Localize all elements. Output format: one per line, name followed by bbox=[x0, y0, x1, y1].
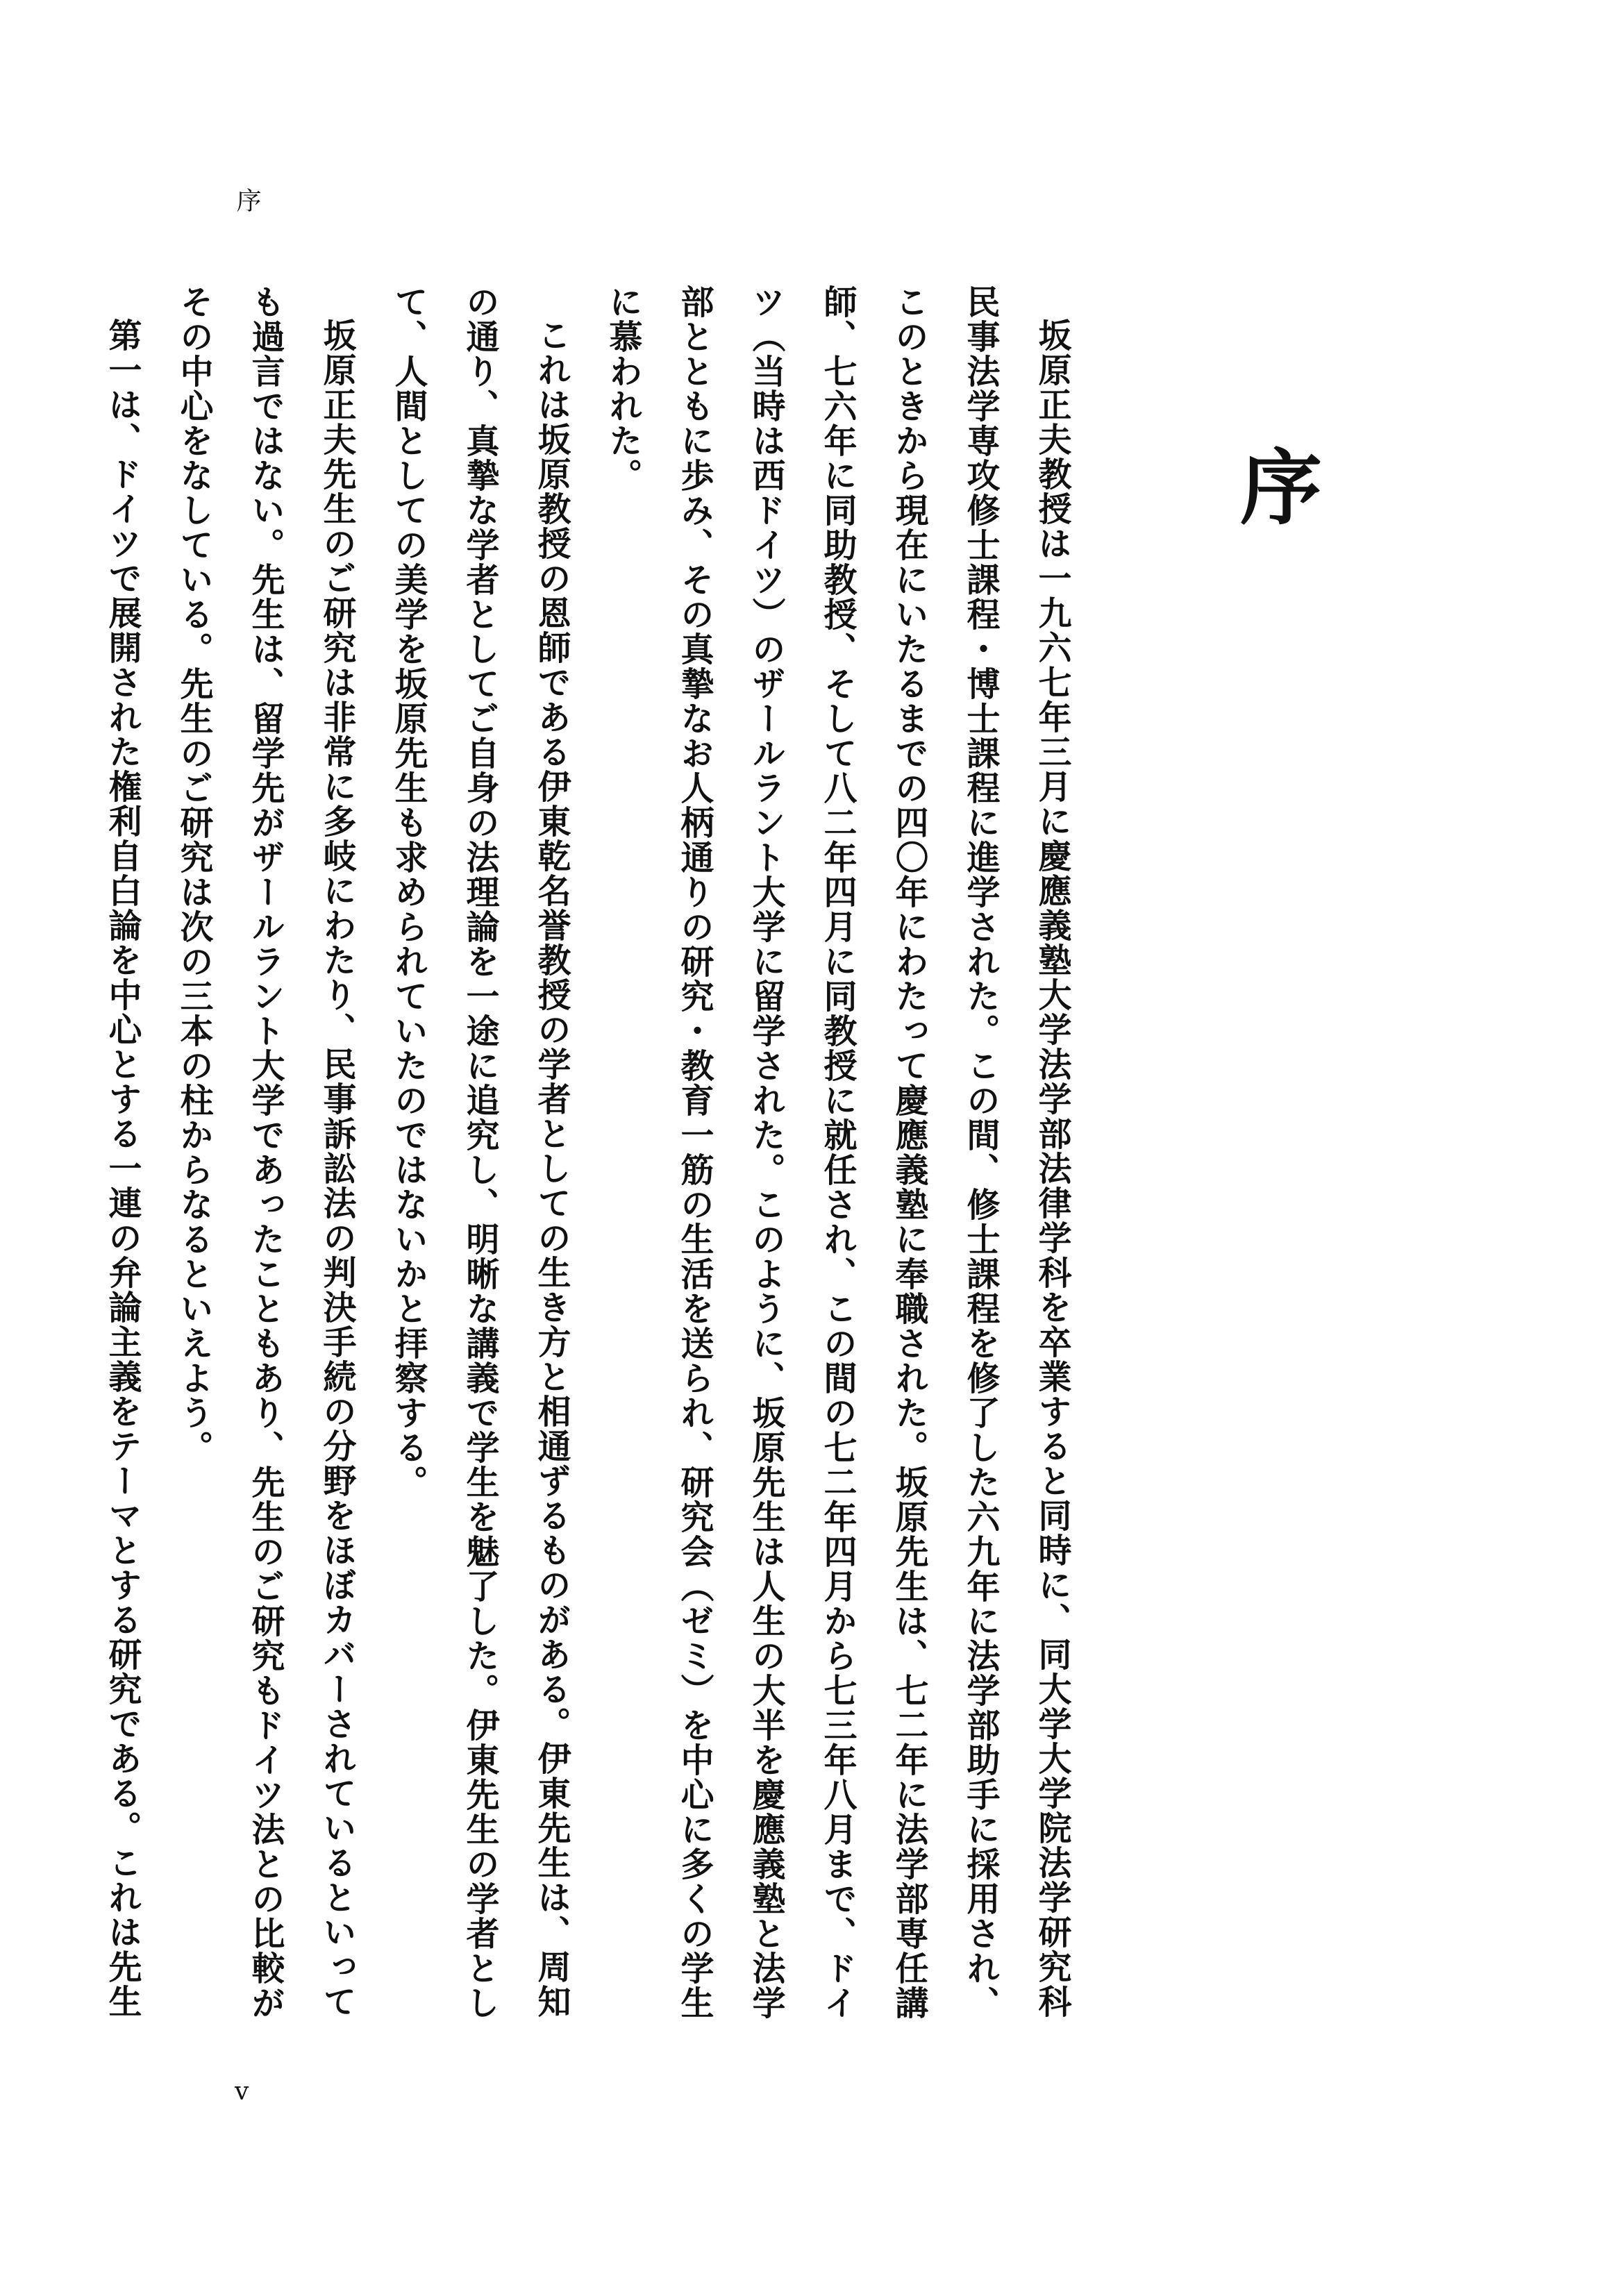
body-text bbox=[86, 285, 1087, 2034]
page-number: v bbox=[235, 2077, 249, 2106]
paragraph: 坂原正夫先生のご研究は非常に多岐にわたり、民事訴訟法の判決手続の分野をほぼカバーされているといっても過言ではない。先生は、留学先がザールラント大学であったこともあり、先生のご研究もドイツ法との比較がその中心をなしている。先生のご研究は次の三本の柱からなるといえよう。 bbox=[174, 285, 356, 2020]
paragraph: 坂原正夫教授は一九六七年三月に慶應義塾大学法学部法律学科を卒業すると同時に、同大学大学院法学研究科民事法学専攻修士課程・博士課程に進学された。この間、修士課程を修了した六九年に法学部助手に採用され、このときから現在にいたるまでの四〇年にわたって慶應義塾に奉職された。坂原先生は、七二年に法学部専任講師、七六年に同助教授、そして八二年四月に同教授に就任され、この間の七二年四月から七三年八月まで、ドイツ（当時は西ドイツ）のザールラント大学に留学された。このように、坂原先生は人生の大半を慶應義塾と法学部とともに歩み、その真摯なお人柄通りの研究・教育一筋の生活を送られ、研究会（ゼミ）を中心に多くの学生に慕われた。 bbox=[603, 285, 1071, 2020]
running-head: 序 bbox=[233, 187, 261, 212]
paragraph: 第一は、ドイツで展開された権利自白論を中心とする一連の弁論主義をテーマとする研究である。これは先生 bbox=[103, 318, 142, 2019]
paragraph: これは坂原教授の恩師である伊東乾名誉教授の学者としての生き方と相通ずるものがある。伊東先生は、周知の通り、真摯な学者としてご自身の法理論を一途に追究し、明晰な講義で学生を魅了した。伊東先生の学者として、人間としての美学を坂原先生も求められていたのではないかと拝察する。 bbox=[389, 285, 571, 2020]
chapter-title: 序 bbox=[1226, 444, 1323, 526]
